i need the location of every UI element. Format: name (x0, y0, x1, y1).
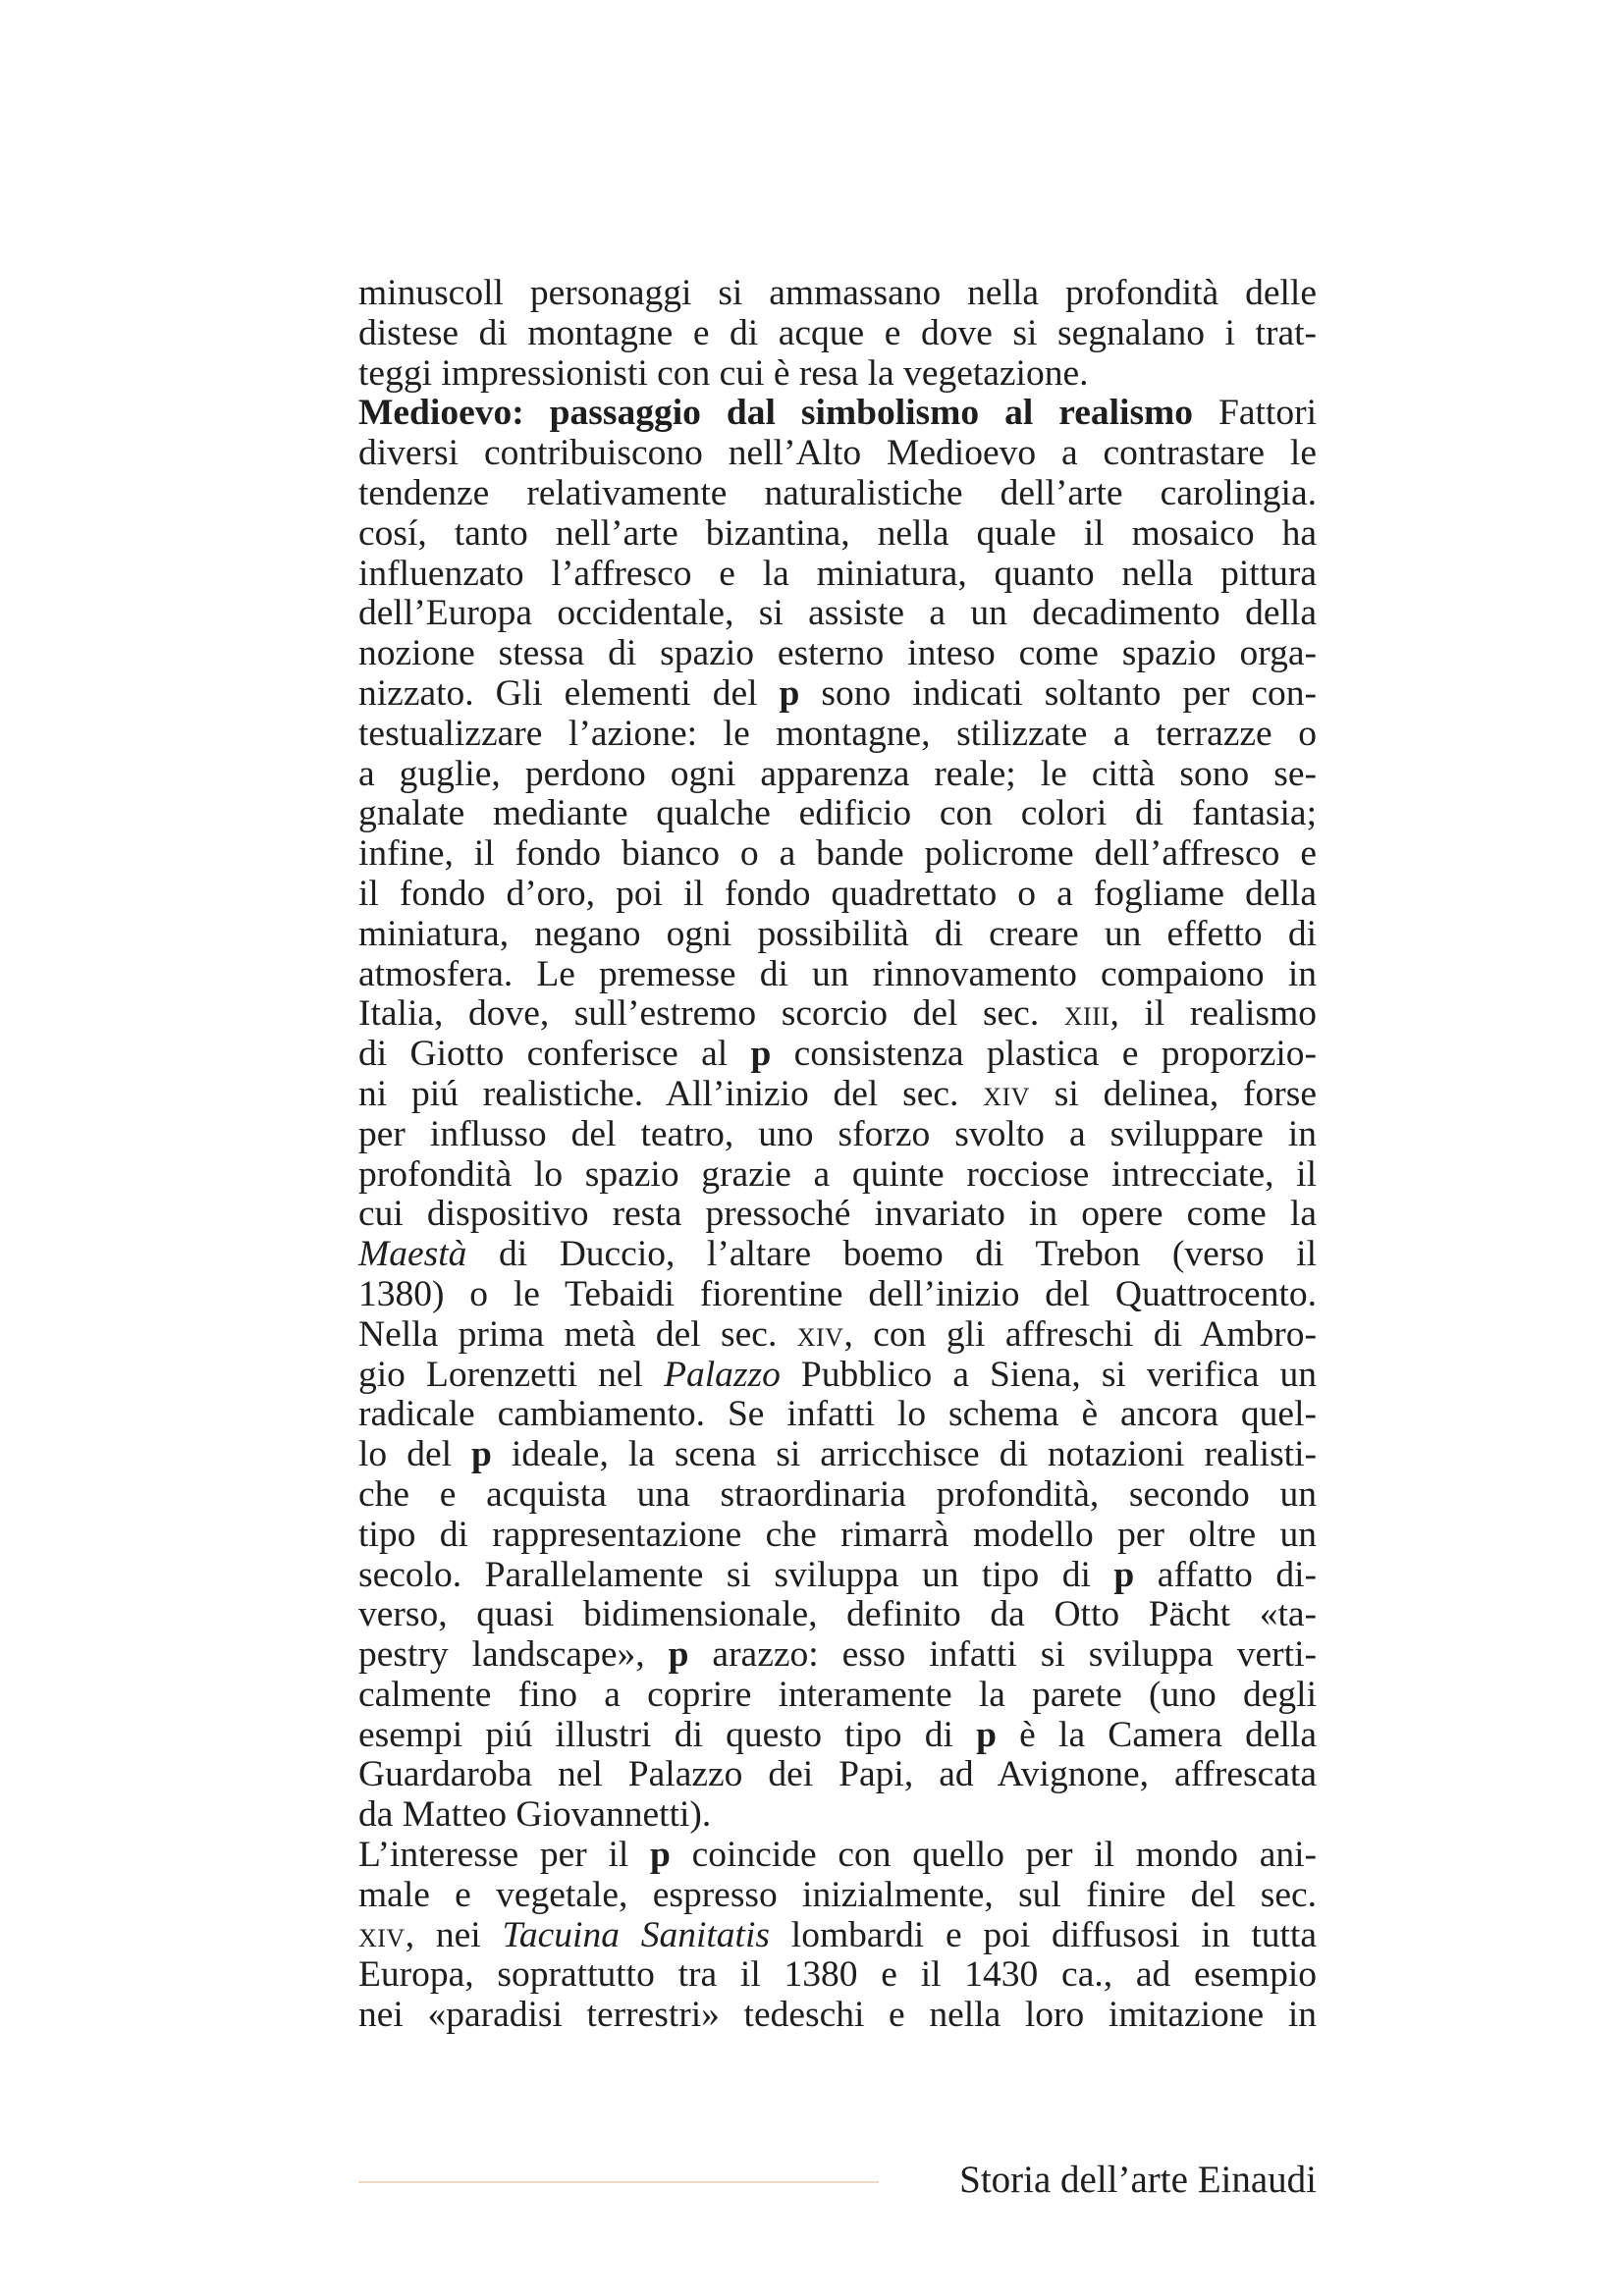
text-line (358, 1755, 1317, 1795)
text-line (358, 1876, 1317, 1916)
text-run: nozione stessa di spazio esterno inteso come spazio orga- (358, 633, 1317, 674)
text-run: nei «paradisi terrestri» tedeschi e nella loro imitazione in (358, 1995, 1317, 2036)
text-run: tipo di rappresentazione che rimarrà modello per oltre un (358, 1514, 1317, 1555)
text-run: influenzato l’affresco e la miniatura, quanto nella pittura (358, 553, 1317, 594)
text-run: si delinea, forse (1029, 1073, 1317, 1114)
term-abbreviation: p (1113, 1554, 1135, 1595)
text-line (358, 1315, 1317, 1356)
text-run: 1380) o le Tebaidi fiorentine dell’inizio del Quattrocento. (358, 1273, 1317, 1314)
text-line (358, 1115, 1317, 1155)
text-line (358, 875, 1317, 915)
text-run: calmente fino a coprire interamente la parete (uno degli (358, 1674, 1317, 1715)
text-run: da Matteo Giovannetti). (358, 1794, 712, 1836)
text-run: , nei (405, 1914, 503, 1955)
text-line (358, 1836, 1317, 1876)
text-run: radicale cambiamento. Se infatti lo schema è ancora quel- (358, 1394, 1317, 1435)
text-run: , con gli affreschi di Ambro- (843, 1313, 1317, 1355)
text-run: minuscoll personaggi si ammassano nella profondità delle (358, 273, 1317, 313)
text-run: consistenza plastica e proporzio- (771, 1034, 1317, 1075)
text-line (358, 1195, 1317, 1235)
footer-publication-title: Storia dell’arte Einaudi (959, 2159, 1317, 2201)
text-line (358, 314, 1317, 354)
text-line (358, 1795, 1317, 1836)
text-run: atmosfera. Le premesse di un rinnovamento compaiono in (358, 953, 1317, 994)
text-line (358, 834, 1317, 875)
text-line (358, 1356, 1317, 1396)
section-heading: Medioevo: passaggio dal simbolismo al realismo (358, 393, 1194, 434)
text-run: L’interesse per il (358, 1835, 651, 1876)
term-abbreviation: p (471, 1434, 492, 1475)
text-line (358, 1716, 1317, 1756)
text-line (358, 1556, 1317, 1596)
text-run: pestry landscape», (358, 1634, 669, 1676)
text-run: verso, quasi bidimensionale, definito da Otto Pächt «ta- (358, 1594, 1317, 1635)
text-run: lo del (358, 1434, 472, 1475)
text-line (358, 1155, 1317, 1196)
text-run: Europa, soprattutto tra il 1380 e il 1430 ca., ad esempio (358, 1954, 1317, 1996)
text-run: tendenze relativamente naturalistiche dell’arte carolingia. (358, 472, 1317, 513)
term-abbreviation: p (750, 1034, 772, 1075)
text-line (358, 1676, 1317, 1716)
text-run: sono indicati soltanto per con- (799, 672, 1317, 714)
text-run: arazzo: esso infatti si sviluppa verti- (688, 1634, 1317, 1676)
text-line (358, 955, 1317, 995)
text-line (358, 434, 1317, 474)
text-line (358, 1035, 1317, 1075)
term-abbreviation: p (668, 1634, 689, 1676)
text-run: Fattori (1193, 393, 1317, 434)
text-run: gio Lorenzetti nel (358, 1354, 665, 1395)
text-run: lombardi e poi diffusosi in tutta (770, 1914, 1317, 1955)
text-run: gnalate mediante qualche edificio con colori di fantasia; (358, 793, 1317, 834)
text-line (358, 1996, 1317, 2036)
text-run: nizzato. Gli elementi del (358, 672, 780, 714)
text-run: di Duccio, l’altare boemo di Trebon (verso il (466, 1234, 1317, 1275)
text-run: secolo. Parallelamente si sviluppa un tipo di (358, 1554, 1114, 1595)
text-run: testualizzare l’azione: le montagne, stilizzate a terrazze o (358, 713, 1317, 754)
text-run: infine, il fondo bianco o a bande policrome dell’affresco e (358, 833, 1317, 875)
text-run: profondità lo spazio grazie a quinte rocciose intrecciate, il (358, 1153, 1317, 1195)
century-numeral: xiii (1063, 993, 1110, 1035)
text-line (358, 1235, 1317, 1275)
century-numeral: xiv (983, 1073, 1030, 1114)
text-run: diversi contribuiscono nell’Alto Medioevo a contrastare le (358, 433, 1317, 474)
text-run: cui dispositivo resta pressoché invariato in opere come la (358, 1194, 1317, 1235)
text-run: Nella prima metà del sec. (358, 1313, 797, 1355)
text-run: esempi piú illustri di questo tipo di (358, 1714, 977, 1755)
artwork-title: Tacuina Sanitatis (502, 1914, 770, 1955)
term-abbreviation: p (650, 1835, 671, 1876)
text-run: coincide con quello per il mondo ani- (670, 1835, 1317, 1876)
text-run: affatto di- (1134, 1554, 1317, 1595)
text-line (358, 715, 1317, 755)
text-run: male e vegetale, espresso inizialmente, sul finire del sec. (358, 1874, 1317, 1915)
text-line (358, 1635, 1317, 1676)
text-line (358, 634, 1317, 674)
text-line (358, 274, 1317, 314)
text-run: teggi impressionisti con cui è resa la vegetazione. (358, 352, 1089, 394)
century-numeral: xiv (358, 1914, 406, 1955)
text-line (358, 594, 1317, 634)
text-line (358, 915, 1317, 955)
text-run: distese di montagne e di acque e dove si segnalano i trat- (358, 312, 1317, 353)
text-line (358, 555, 1317, 595)
text-line (358, 474, 1317, 514)
text-line (358, 354, 1317, 395)
text-line (358, 394, 1317, 434)
text-run: Guardaroba nel Palazzo dei Papi, ad Avignone, affrescata (358, 1754, 1317, 1795)
text-line (358, 1916, 1317, 1956)
text-line (358, 1595, 1317, 1635)
text-run: che e acquista una straordinaria profondità, secondo un (358, 1473, 1317, 1515)
text-line (358, 1075, 1317, 1115)
term-abbreviation: p (976, 1714, 997, 1755)
text-run: dell’Europa occidentale, si assiste a un decadimento della (358, 593, 1317, 634)
text-line (358, 674, 1317, 715)
text-line (358, 1475, 1317, 1516)
term-abbreviation: p (779, 672, 800, 714)
text-run: il fondo d’oro, poi il fondo quadrettato o a fogliame della (358, 873, 1317, 914)
text-run: per influsso del teatro, uno sforzo svolto a sviluppare in (358, 1113, 1317, 1154)
body-text (358, 274, 1317, 2036)
text-run: a guglie, perdono ogni apparenza reale; le città sono se- (358, 753, 1317, 794)
century-numeral: xiv (796, 1313, 844, 1355)
text-run: Italia, dove, sull’estremo scorcio del sec. (358, 993, 1064, 1035)
text-run: miniatura, negano ogni possibilità di creare un effetto di (358, 913, 1317, 954)
text-run: cosí, tanto nell’arte bizantina, nella quale il mosaico ha (358, 512, 1317, 554)
text-line (358, 755, 1317, 795)
text-line (358, 994, 1317, 1035)
text-run: ideale, la scena si arricchisce di notazioni realisti- (491, 1434, 1318, 1475)
text-line (358, 1435, 1317, 1475)
text-line (358, 1275, 1317, 1315)
text-run: di Giotto conferisce al (358, 1034, 751, 1075)
text-line (358, 1516, 1317, 1556)
artwork-title: Maestà (358, 1234, 467, 1275)
text-line (358, 1955, 1317, 1996)
text-run: , il realismo (1109, 993, 1317, 1035)
text-line (358, 1395, 1317, 1435)
footer-divider (358, 2181, 879, 2183)
text-run: Pubblico a Siena, si verifica un (780, 1354, 1317, 1395)
text-line (358, 794, 1317, 834)
text-run: ni piú realistiche. All’inizio del sec. (358, 1073, 984, 1114)
italic-term: Palazzo (664, 1354, 781, 1395)
text-run: è la Camera della (996, 1714, 1317, 1755)
text-line (358, 514, 1317, 555)
